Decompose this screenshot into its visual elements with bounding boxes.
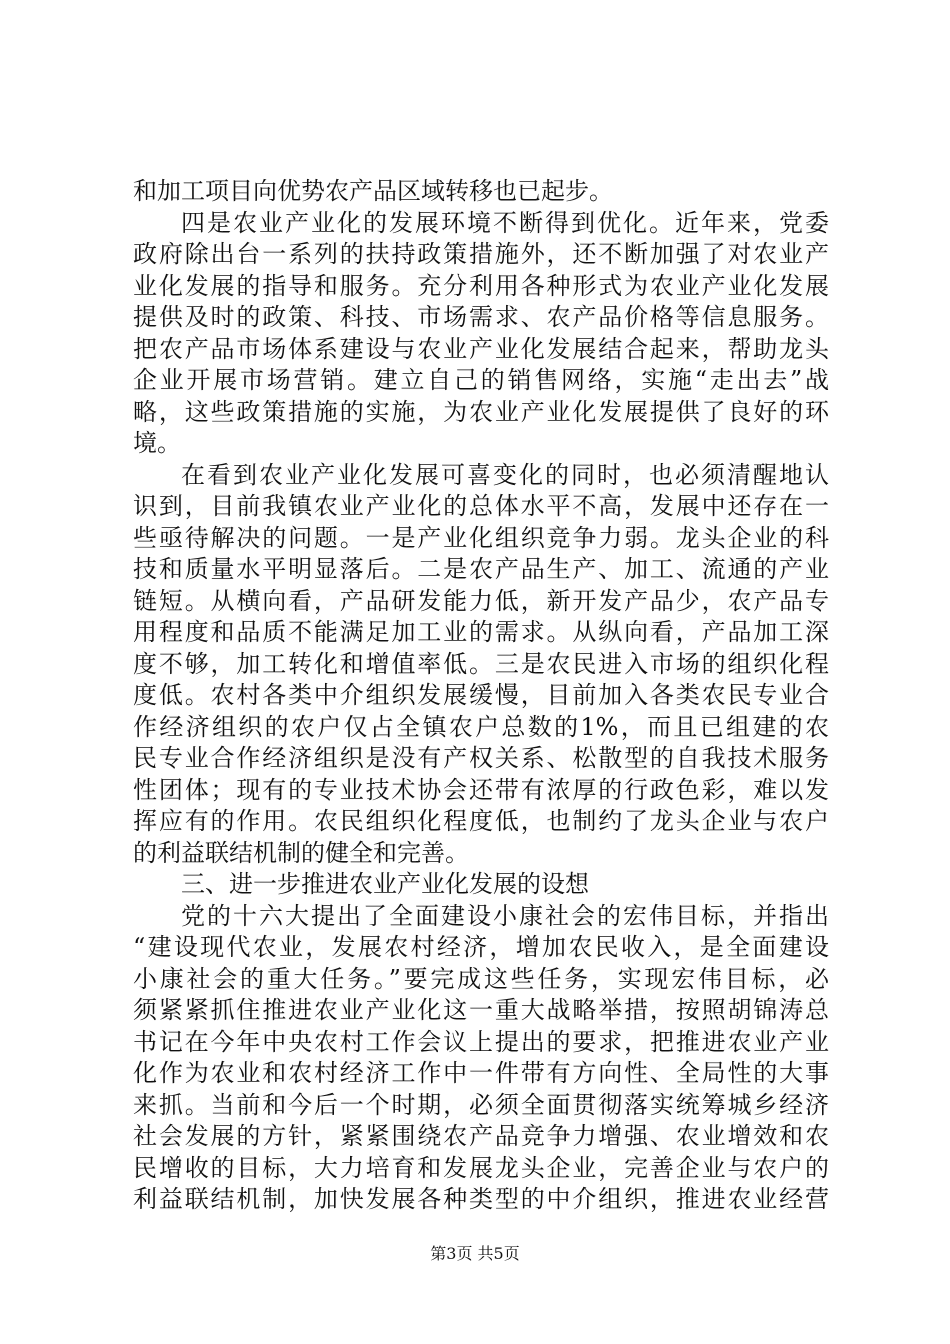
text-line: 小康社会的重大任务。”要完成这些任务，实现宏伟目标，必	[133, 964, 829, 993]
text-line: 度低。农村各类中介组织发展缓慢，目前加入各类农民专业合	[133, 681, 829, 709]
text-line: “建设现代农业，发展农村经济，增加农民收入，是全面建设	[133, 933, 829, 961]
text-line: 书记在今年中央农村工作会议上提出的要求，把推进农业产业	[133, 1027, 829, 1056]
text-line: 性团体；现有的专业技术协会还带有浓厚的行政色彩，难以发	[133, 775, 829, 804]
text-line: 来抓。当前和今后一个时期，必须全面贯彻落实统筹城乡经济	[133, 1090, 829, 1119]
text-line: 须紧紧抓住推进农业产业化这一重大战略举措，按照胡锦涛总	[133, 996, 829, 1024]
text-line: 利益联结机制，加快发展各种类型的中介组织，推进农业经营	[133, 1185, 829, 1213]
text-line: 在看到农业产业化发展可喜变化的同时，也必须清醒地认	[181, 460, 829, 489]
text-line: 提供及时的政策、科技、市场需求、农产品价格等信息服务。	[133, 303, 829, 331]
text-line: 企业开展市场营销。建立自己的销售网络，实施“走出去”战	[133, 366, 829, 394]
text-line: 些亟待解决的问题。一是产业化组织竞争力弱。龙头企业的科	[133, 523, 829, 552]
text-line: 化作为农业和农村经济工作中一件带有方向性、全局性的大事	[133, 1059, 829, 1087]
text-line: 作经济组织的农户仅占全镇农户总数的1%，而且已组建的农	[133, 712, 829, 741]
text-line: 四是农业产业化的发展环境不断得到优化。近年来，党委	[181, 208, 829, 237]
text-line: 链短。从横向看，产品研发能力低，新开发产品少，农产品专	[133, 586, 829, 615]
text-line: 境。	[133, 429, 181, 457]
document-body	[133, 176, 829, 1216]
text-line: 把农产品市场体系建设与农业产业化发展结合起来，帮助龙头	[133, 334, 829, 363]
text-line: 用程度和品质不能满足加工业的需求。从纵向看，产品加工深	[133, 618, 829, 646]
page-footer: 第3页 共5页	[430, 1244, 520, 1263]
text-line: 社会发展的方针，紧紧围绕农产品竞争力增强、农业增效和农	[133, 1122, 829, 1150]
text-line: 党的十六大提出了全面建设小康社会的宏伟目标，并指出	[181, 901, 829, 930]
text-line: 和加工项目向优势农产品区域转移也已起步。	[133, 177, 613, 205]
text-line: 政府除出台一系列的扶持政策措施外，还不断加强了对农业产	[133, 240, 829, 268]
text-line: 技和质量水平明显落后。二是农产品生产、加工、流通的产业	[133, 555, 829, 583]
text-line: 挥应有的作用。农民组织化程度低，也制约了龙头企业与农户	[133, 807, 829, 835]
text-line: 业化发展的指导和服务。充分利用各种形式为农业产业化发展	[133, 271, 829, 300]
text-line: 民专业合作经济组织是没有产权关系、松散型的自我技术服务	[133, 744, 829, 772]
text-line: 民增收的目标，大力培育和发展龙头企业，完善企业与农户的	[133, 1153, 829, 1182]
text-line: 的利益联结机制的健全和完善。	[133, 838, 469, 867]
text-line: 度不够，加工转化和增值率低。三是农民进入市场的组织化程	[133, 649, 829, 678]
text-line: 识到，目前我镇农业产业化的总体水平不高，发展中还存在一	[133, 492, 829, 520]
text-line: 略，这些政策措施的实施，为农业产业化发展提供了良好的环	[133, 397, 829, 426]
text-line: 三、进一步推进农业产业化发展的设想	[181, 870, 589, 898]
